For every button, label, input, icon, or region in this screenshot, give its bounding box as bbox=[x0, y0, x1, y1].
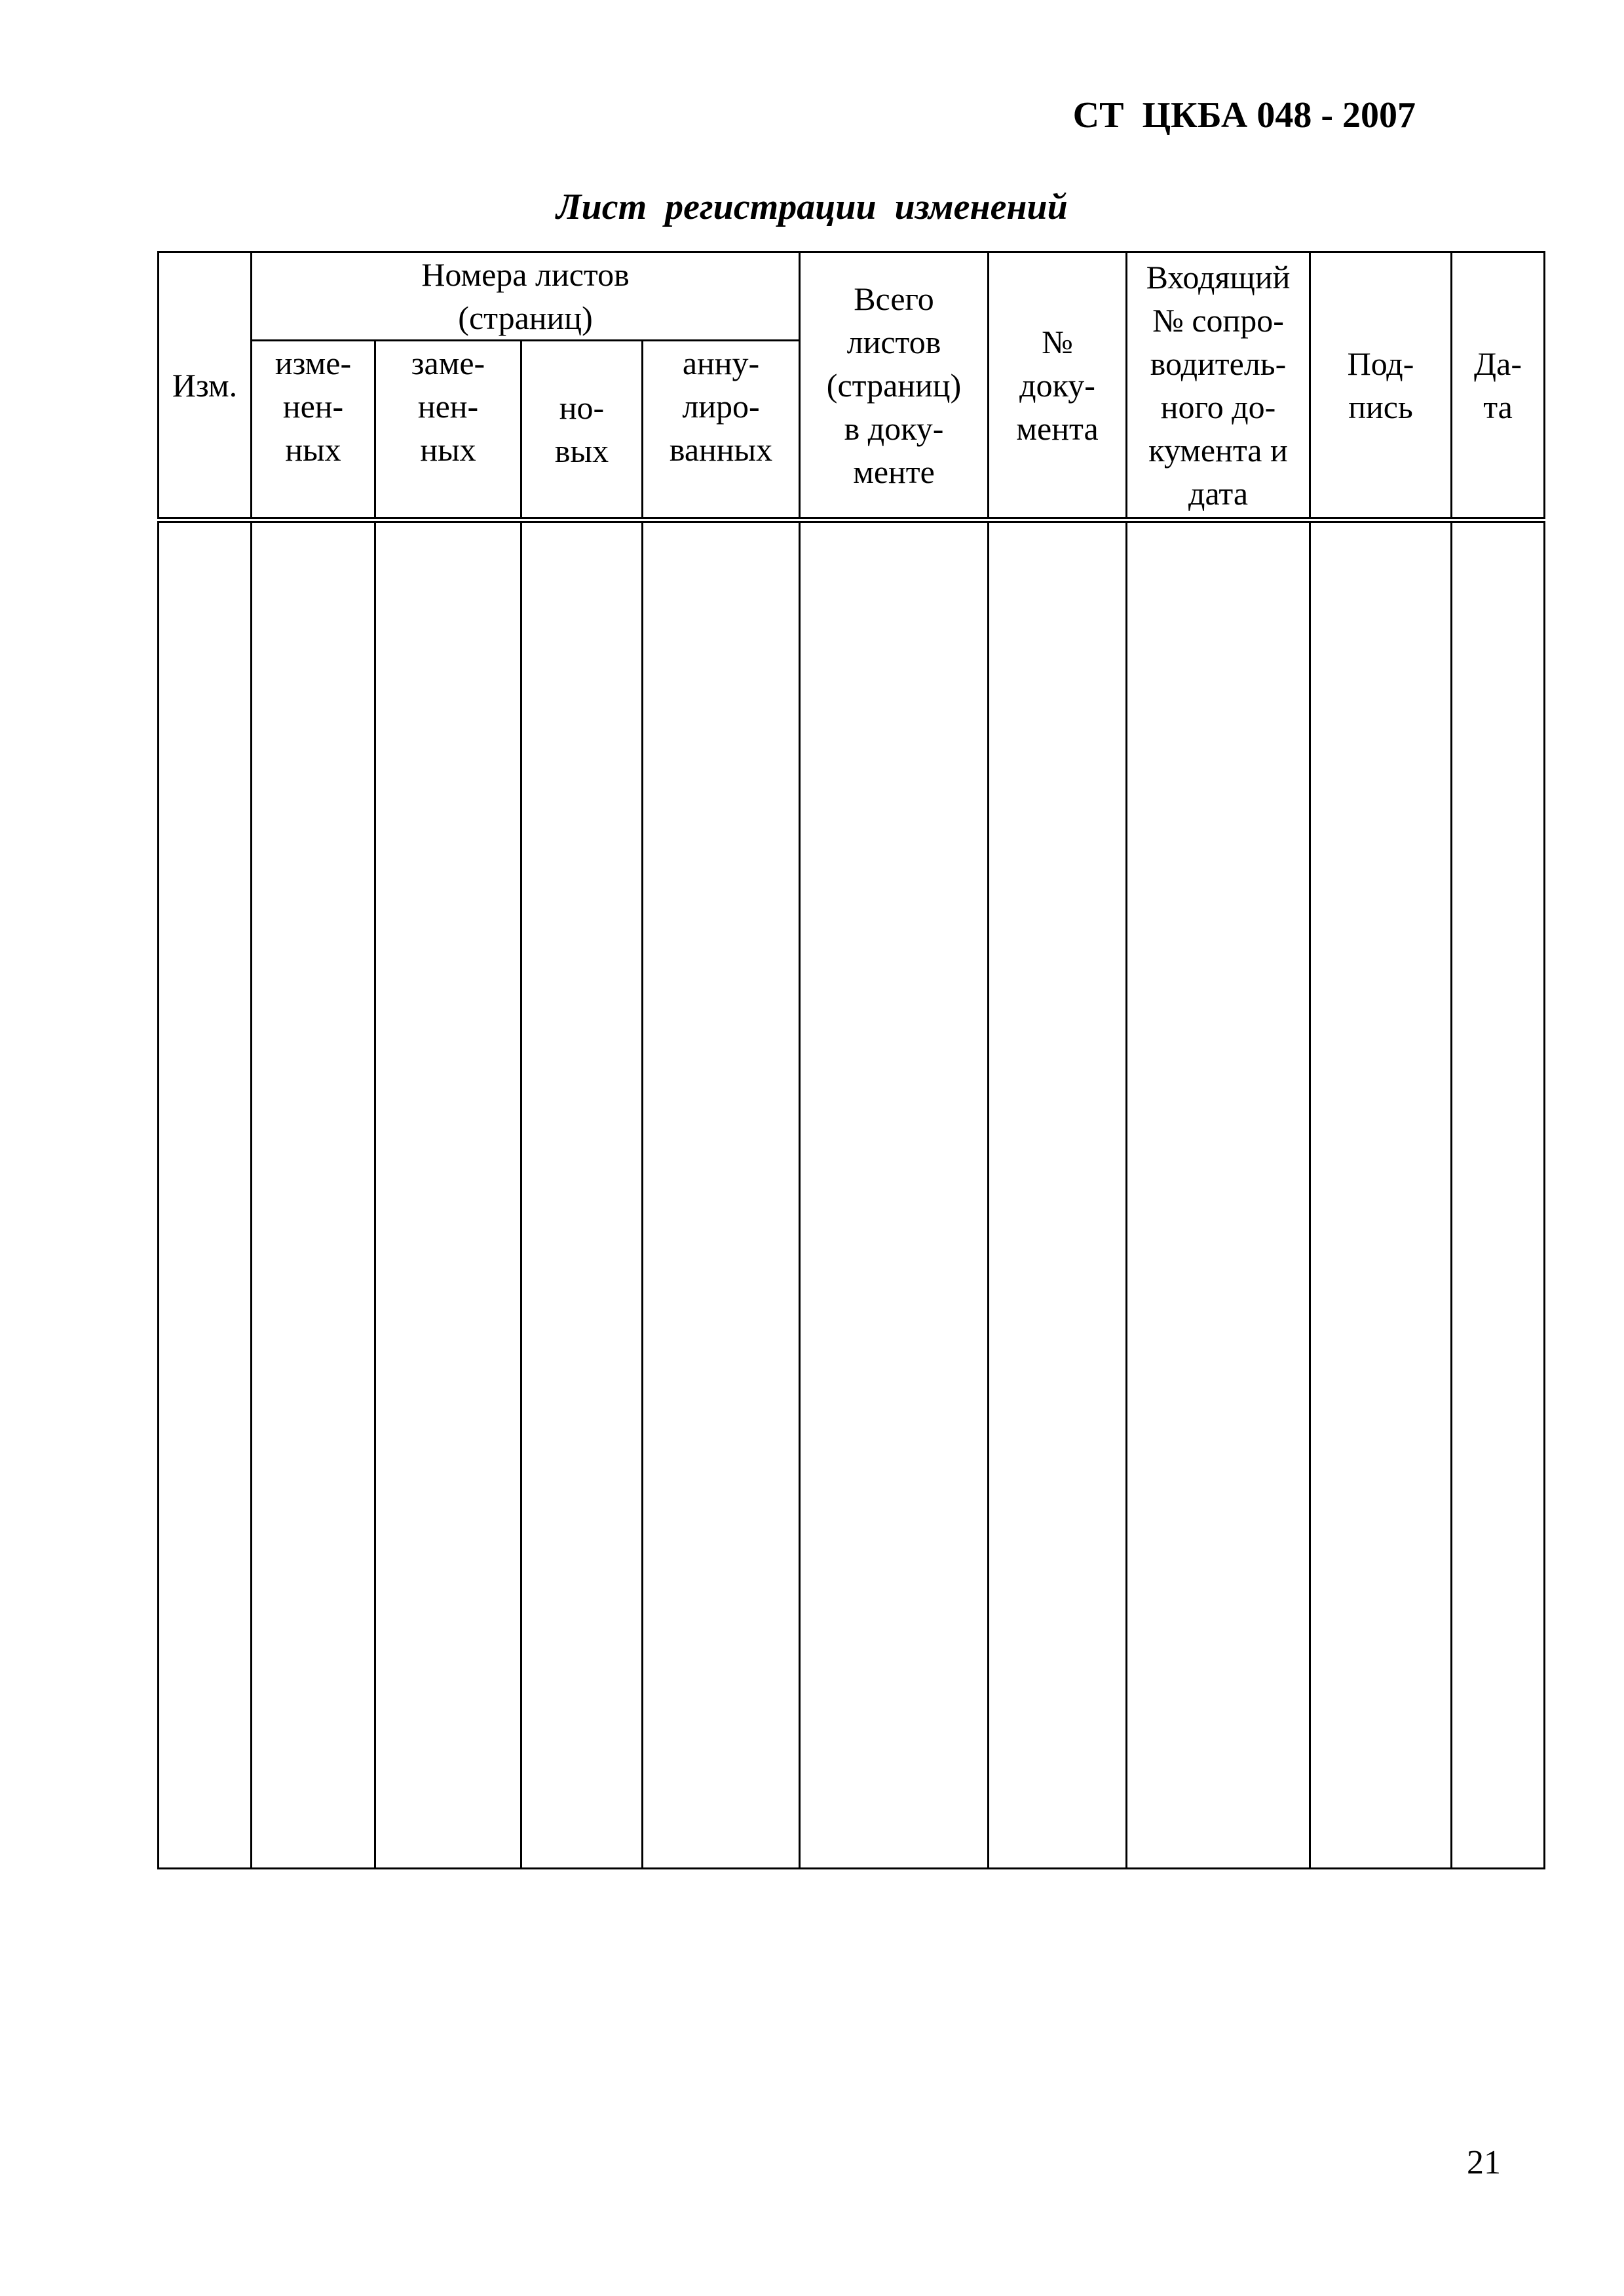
table-row bbox=[159, 520, 1545, 1869]
column-header-izm: Изм. bbox=[159, 252, 252, 520]
document-code: СТ ЦКБА 048 - 2007 bbox=[1072, 95, 1416, 136]
column-header-new: но- вых bbox=[521, 341, 643, 520]
change-register-table bbox=[157, 251, 1545, 1869]
page-title: Лист регистрации изменений bbox=[556, 187, 1068, 227]
column-header-incoming-doc: Входящий № сопро- водитель- ного до- кумента и дата bbox=[1127, 252, 1310, 520]
column-header-date: Да- та bbox=[1452, 252, 1545, 520]
column-header-annulled: анну- лиро- ванных bbox=[643, 341, 800, 520]
page-number: 21 bbox=[1467, 2144, 1501, 2181]
table-header-row bbox=[159, 252, 1545, 341]
cell-incoming-doc bbox=[1127, 520, 1310, 1869]
cell-doc-number bbox=[989, 520, 1127, 1869]
cell-izm bbox=[159, 520, 252, 1869]
column-header-replaced: заме- нен- ных bbox=[375, 341, 521, 520]
column-header-signature: Под- пись bbox=[1310, 252, 1452, 520]
column-header-total-sheets: Всего листов (страниц) в доку- менте bbox=[800, 252, 989, 520]
cell-changed bbox=[252, 520, 375, 1869]
column-header-doc-number: № доку- мента bbox=[989, 252, 1127, 520]
cell-new bbox=[521, 520, 643, 1869]
column-header-sheet-numbers: Номера листов (страниц) bbox=[252, 252, 800, 341]
cell-replaced bbox=[375, 520, 521, 1869]
cell-annulled bbox=[643, 520, 800, 1869]
cell-date bbox=[1452, 520, 1545, 1869]
column-header-changed: изме- нен- ных bbox=[252, 341, 375, 520]
cell-signature bbox=[1310, 520, 1452, 1869]
cell-total-sheets bbox=[800, 520, 989, 1869]
